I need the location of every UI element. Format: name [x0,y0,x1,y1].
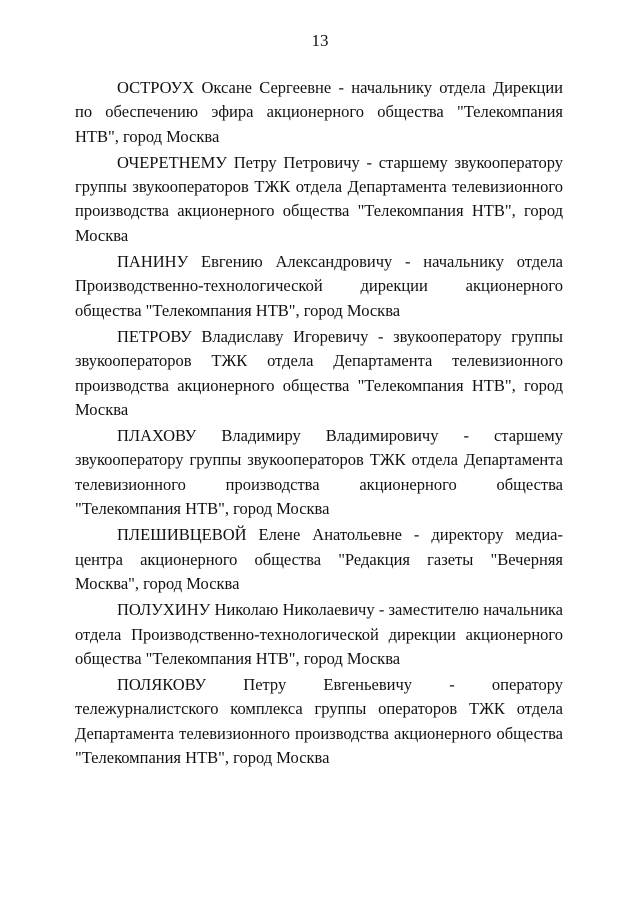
list-item [75,151,563,248]
entry-surname: ОСТРОУХ [117,78,195,97]
entry-surname: ПАНИНУ [117,252,189,272]
entry-surname: ПЕТРОВУ [117,326,192,346]
list-item [75,673,563,770]
list-item [75,598,563,671]
entry-text: Петру Петровичу - старшему звукооператору группы звукооператоров ТЖК отдела Департамента телевизионного производства акционерного общества "Телекомпания НТВ", город Москва [75,152,564,245]
list-item [75,76,563,149]
award-list [75,76,563,770]
list-item [75,424,563,521]
entry-text: Владиславу Игоревичу - звукооператору группы звукооператоров ТЖК отдела Департамента телевизионного производства акционерного общества "Телекомпания НТВ", город Москва [75,326,564,419]
page-number: 13 [311,31,329,50]
entry-surname: ПЛЕШИВЦЕВОЙ [117,525,247,545]
list-item [75,325,563,422]
entry-surname: ПОЛУХИНУ [117,600,211,620]
entry-text: Евгению Александровичу - начальнику отдела Производственно-технологической дирекции акционерного общества "Телекомпания НТВ", город Москва [75,252,563,320]
entry-surname: ПОЛЯКОВУ [117,675,207,695]
list-item [75,523,563,596]
entry-text: Оксане Сергеевне - начальнику отдела Дирекции по обеспечению эфира акционерного общества "Телекомпания НТВ", город Москва [75,78,564,146]
entry-surname: ОЧЕРЕТНЕМУ [117,152,227,172]
list-item [75,250,563,323]
entry-text: Елене Анатольевне - директору медиа-центра акционерного общества "Редакция газеты "Вечерняя Москва", город Москва [75,525,564,593]
entry-surname: ПЛАХОВУ [117,426,197,446]
entry-text: Николаю Николаевичу - заместителю начальника отдела Производственно-технологической дирекции акционерного общества "Телекомпания НТВ", город Москва [75,600,563,668]
entry-text: Владимиру Владимировичу - старшему звукооператору группы звукооператоров ТЖК отдела Департамента телевизионного производства акционерного общества "Телекомпания НТВ", город Москва [75,426,563,519]
entry-text: Петру Евгеньевичу - оператору тележурналистского комплекса группы операторов ТЖК отдела Департамента телевизионного производства акционерного общества "Телекомпания НТВ", город Москва [75,675,563,768]
